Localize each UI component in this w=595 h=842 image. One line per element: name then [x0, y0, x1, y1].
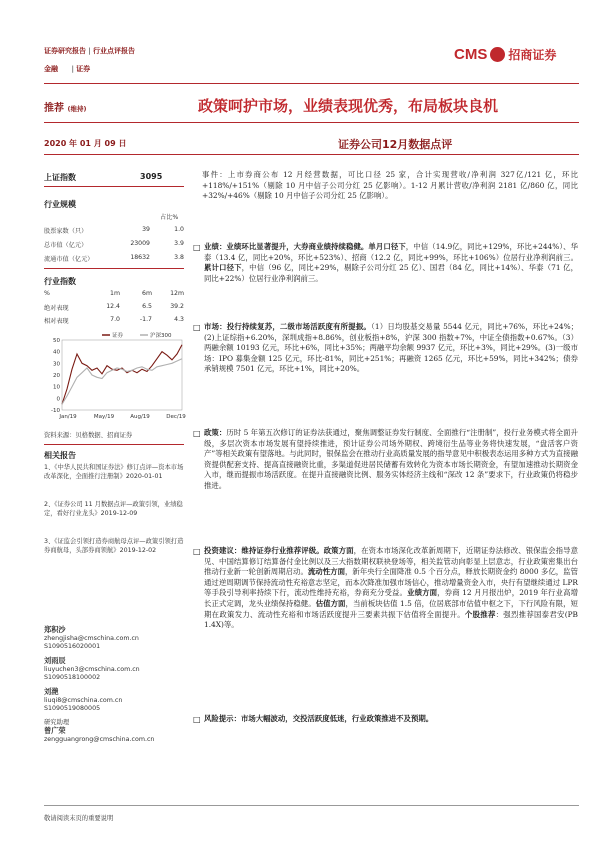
paragraph-investment	[204, 546, 578, 631]
analyst-email[interactable]: liuqi8@cmschina.com.cn	[44, 697, 123, 704]
investment-heading: 投资建议：维持证券行业推荐评级。政策方面	[204, 546, 354, 555]
bullet-icon: □	[193, 547, 201, 556]
sidebar-rule	[44, 186, 184, 187]
analyst	[44, 657, 140, 682]
scale-row-value: 39	[142, 226, 150, 233]
related-report[interactable]: 2、《证券公司 11 月数据点评—政策引领，业绩稳定，看好行业龙头》2019-12-09	[44, 501, 183, 517]
report-title: 政策呵护市场，业绩表现优秀，布局板块良机	[198, 97, 499, 115]
rating-sub: (维持)	[67, 105, 87, 113]
report-type: 证券研究报告 | 行业点评报告	[44, 47, 136, 55]
industry-index-chart	[44, 330, 186, 425]
analyst-id: S1090519080005	[44, 705, 101, 712]
chart-source: 资料来源：贝格数据、招商证券	[44, 432, 133, 439]
analyst-id: S1090518100002	[44, 674, 101, 681]
x-tick-label: Dec/19	[166, 414, 186, 420]
y-tick-label: 50	[53, 338, 60, 344]
research-assistant	[44, 719, 154, 744]
perf-value: 6.5	[142, 303, 152, 310]
y-tick-label: 0	[56, 396, 60, 403]
perf-value: 7.0	[110, 316, 120, 323]
index-value: 3095	[140, 172, 163, 181]
bullet-icon: □	[193, 243, 201, 252]
tag-industry-review: 行业点评报告	[93, 47, 136, 55]
related-title: 相关报告	[44, 451, 76, 460]
tag-finance: 金融	[44, 65, 58, 73]
subtitle-rule	[44, 154, 579, 155]
analyst-id: S1090516020001	[44, 643, 101, 650]
sector-tag: 金融 | 证券	[44, 65, 91, 73]
investment-sub-heading: 业绩方面	[407, 588, 438, 598]
scale-row-label: 股票家数（只）	[44, 228, 88, 235]
chart-series	[62, 345, 182, 405]
x-tick-label: May/19	[93, 414, 115, 420]
series-line	[62, 359, 182, 405]
bullet-icon: □	[193, 715, 201, 724]
scale-header: 占比%	[160, 214, 179, 221]
logo-text-cms: CMS	[454, 46, 488, 63]
report-date: 2020 年 01 月 09 日	[44, 139, 127, 148]
perf-value: 12.4	[106, 303, 120, 310]
investment-text: ，在资本市场深化改革新周期下，近期证券法修改、银保监会指导意见、中国结算修订结算备付金比例以及三大指数期权联袂登场等，相关监管动向彰显上层意志，行业政策密集出台推动行业新一轮创新周期启动。	[204, 546, 578, 577]
paragraph-risk	[204, 714, 578, 725]
index-label: 上证指数	[44, 173, 76, 182]
event-paragraph: 事件：上市券商公布 12 月经营数据，可比口径 25 家，合计实现营收/净利润 327亿/121 亿，环比+118%/+151%（剔除 10 月中信子公司分红 25 亿影响）。1-12 月累计营收/净利润 2181 亿/860 亿，同比+32%/+46%（剔除 10 月中信子公司分红 25 亿影响）。	[202, 170, 578, 201]
y-tick-label: 20	[53, 373, 60, 379]
header-rule	[44, 83, 579, 84]
paragraph-policy	[204, 428, 578, 492]
investment-sub-heading: 个股推荐	[464, 609, 496, 619]
footer-rule	[44, 805, 579, 806]
related-report[interactable]: 1、《中华人民共和国证券法》修订点评—资本市场改革深化，全面推行注册制》2020-01-01	[44, 464, 184, 480]
scale-row-share: 1.0	[174, 226, 184, 233]
analyst-name: 刘雨辰	[44, 656, 66, 665]
perf-header-12m: 12m	[170, 290, 184, 297]
perf-value: -1.7	[139, 316, 152, 323]
assistant-email[interactable]: zengguangrong@cmschina.com.cn	[44, 736, 155, 743]
scale-row-value: 23009	[130, 240, 150, 247]
earnings-sub-heading: 单月口径下	[368, 242, 406, 251]
risk-text: 风险提示：市场大幅波动，交投活跃度低迷，行业政策推进不及预期。	[204, 714, 434, 723]
legend-label: 沪深300	[150, 333, 172, 339]
logo-text-cn: 招商证券	[508, 48, 557, 62]
earnings-text: ，中信（96 亿，同比+29%，剔除子公司分红 25 亿）、国君（84 亿，同比+14%）、华泰（71 亿，同比+22%）位居行业净利润前三。	[204, 263, 578, 283]
sidebar-rule	[44, 268, 184, 269]
analyst	[44, 626, 139, 651]
policy-heading: 政策：	[204, 428, 227, 437]
market-heading: 市场：投行持续复苏，二级市场活跃度有所提振。	[204, 322, 372, 331]
scale-row-label: 流通市值（亿元）	[44, 256, 94, 263]
paragraph-market	[204, 322, 578, 375]
scale-title: 行业规模	[44, 200, 76, 209]
investment-sub-heading: 流动性方面	[307, 567, 345, 577]
logo	[454, 46, 556, 63]
assistant-name: 曾广荣	[44, 726, 66, 735]
analyst	[44, 688, 122, 713]
x-tick-label: Jan/19	[59, 414, 77, 420]
y-tick-label: 30	[53, 361, 60, 368]
investment-text: ，新年央行全面降准 0.5 个百分点，释放长期资金约 8000 多亿，监管通过逆周期调节保持流动性充裕意志坚定，而本次降准加强市场信心，推动增量资金入市，央行有望继续通过 LPR 等手段引导利率持续下行，流动性维持充裕，券商充分受益。	[204, 567, 578, 598]
perf-row-label: 绝对表现	[44, 305, 69, 312]
scale-row-value: 18632	[130, 254, 150, 261]
paragraph-earnings	[204, 242, 578, 284]
investment-text: ，券商 12 月月报出炉，2019 年行业高增长正式定调，龙头业绩保持稳健。	[204, 588, 578, 608]
perf-header-1m: 1m	[110, 290, 120, 297]
earnings-heading: 业绩：业绩环比显著提升，大券商业绩持续稳健。	[204, 242, 369, 251]
perf-header-6m: 6m	[142, 290, 152, 297]
scale-row-share: 3.8	[174, 254, 184, 261]
report-subtitle: 证券公司12月数据点评	[338, 138, 453, 151]
investment-text: ：强烈推荐国泰君安(PB 1.4X)等。	[204, 609, 578, 630]
sidebar-rule	[44, 444, 184, 445]
market-text: （1）日均股基交易量 5544 亿元，同比+76%，环比+24%；(2)上证综指+6.20%，深圳成指+8.86%，创业板指+8%，沪深 300 指数+7%，中证全债指数+0.67%。（3）两融余额 10193 亿元，环比+6%，同比+35%；两融平均余额 9937 亿元，环比+3%，同比+29%。(3)一级市场：IPO 募集金额 125 亿元，环比-81%，同比+251%；再融资 1265 亿元，环比+59%，同比+342%；债券承销规模 7501 亿元，环比+1%，同比+20%。	[204, 322, 579, 374]
chart-axes	[51, 338, 186, 420]
scale-row-label: 总市值（亿元）	[44, 242, 88, 249]
y-tick-label: 10	[53, 384, 60, 391]
investment-sub-heading: 估值方面	[315, 598, 346, 608]
policy-text: 历时 5 年第五次修订的证券法获通过，聚焦调整证券发行制度、全面推行“注册制”，投行业务模式将全面升级，多层次资本市场发展有望持续推进，预计证券公司场外期权、跨境衍生品等业务将快速发展，“盘活客户资产”等相关政策有望落地。与此同时，银保监会在推动行业高质量发展的指导意见中积极表态运用多种方式为直接融资提供配套支持、提高直接融资比重，多渠道促进居民储蓄有效转化为资本市场长期资金，有望加速推动长期资金入市，继而提振市场活跃度。在提升直接融资比例、服务实体经济主线和“深改 12 条”要求下，行业政策仍将稳步推进。	[204, 428, 578, 490]
y-tick-label: -10	[51, 408, 60, 414]
earnings-text: ，中信（14.9亿，同比+129%，环比+244%）、华泰（13.4 亿，同比+20%，环比+523%）、招商（12.2 亿，同比+99%，环比+106%）位居行业净利润前三。	[204, 242, 578, 262]
chart-legend	[102, 331, 172, 339]
legend-label: 证券	[112, 333, 124, 339]
logo-emblem-icon	[490, 47, 505, 62]
analyst-name: 郑积沙	[44, 625, 66, 634]
investment-text: ，当前板块估值 1.5 倍，位居底部市估值中枢之下，下行风险有限，短期在政策发力、流动性充裕和市场活跃度提升三要素共振下估值将全面提升。	[204, 598, 578, 619]
analyst-name: 刘滟	[44, 687, 59, 696]
footer-disclaimer: 敬请阅读末页的重要说明	[44, 815, 114, 822]
bullet-icon: □	[193, 429, 201, 438]
earnings-sub-heading: 累计口径下	[204, 263, 242, 273]
related-report[interactable]: 3、《证监会引领打造券商航母点评—政策引领打造券商航母，头部券商领航》2019-12-02	[44, 538, 184, 554]
x-tick-label: Aug/19	[130, 414, 150, 420]
analyst-email[interactable]: zhengjisha@cmschina.com.cn	[44, 635, 139, 642]
tag-research-report: 证券研究报告	[44, 47, 86, 55]
perf-title: 行业指数	[44, 277, 76, 286]
rating	[44, 99, 86, 114]
analyst-email[interactable]: liuyuchen3@cmschina.com.cn	[44, 666, 140, 673]
rating-value: 推荐	[44, 103, 64, 114]
perf-row-label: 相对表现	[44, 318, 69, 325]
tag-securities: 证券	[76, 65, 91, 73]
perf-value: 39.2	[170, 303, 184, 310]
title-rule	[44, 122, 579, 123]
y-tick-label: 40	[53, 349, 60, 356]
scale-row-share: 3.9	[174, 240, 184, 247]
assistant-label: 研究助理	[44, 719, 70, 726]
perf-value: 4.3	[174, 316, 184, 323]
bullet-icon: □	[193, 323, 201, 332]
perf-header-unit: %	[44, 290, 50, 297]
